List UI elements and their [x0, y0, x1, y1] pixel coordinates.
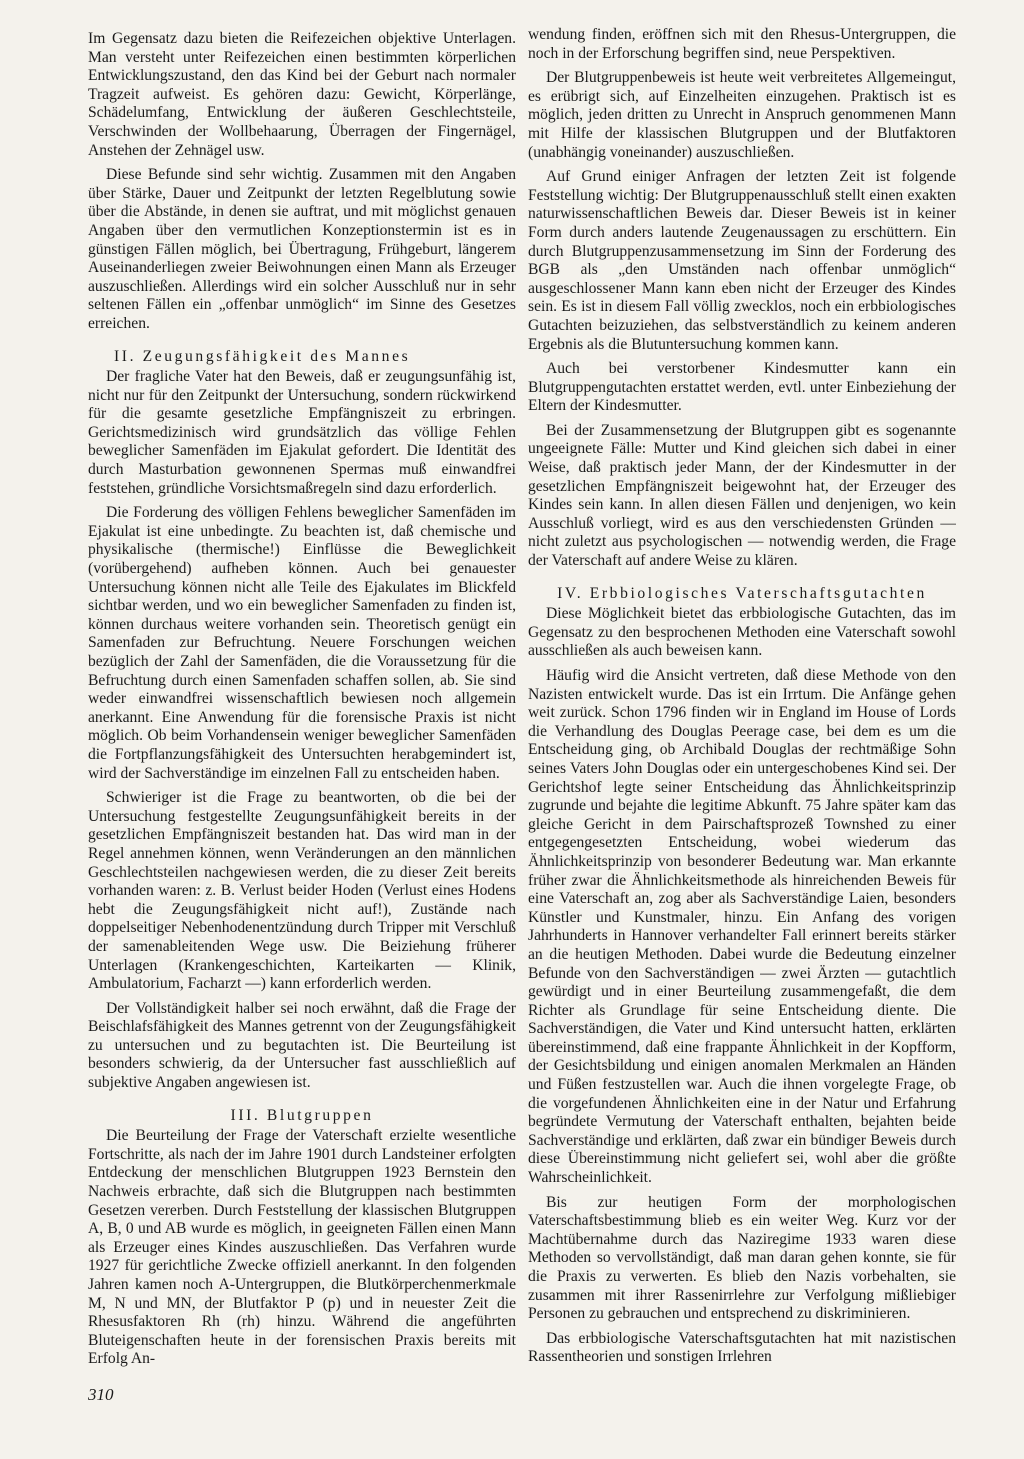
paragraph: Häufig wird die Ansicht vertreten, daß diese Methode von den Nazisten entwickelt wurde. Das ist ein Irrtum. Die Anfänge gehen weit zurück. Schon 1796 finden wir in England im House of Lords die Verhandlung des Douglas Peerage case, bei dem es um die Entscheidung ging, ob Archibald Douglas der rechtmäßige Sohn seines Vaters John Douglas oder ein untergeschobenes Kind sei. Der Gerichtshof legte seiner Entscheidung das Ähnlichkeitsprinzip zugrunde und bejahte die legitime Abkunft. 75 Jahre später kam das gleiche Gericht in dem Pairschaftsprozeß Townshed zu einer entgegengesetzten Entscheidung, wobei wiederum das Ähnlichkeitsprinzip von besonderer Bedeutung war. Man erkannte früher zwar die Ähnlichkeitsmethode als hinreichenden Beweis für eine Vaterschaft an, zog aber als Sachverständige Laien, besonders Künstler und Kunstmaler, hinzu. Ein Anfang des vorigen Jahrhunderts in Hannover verhandelter Fall erinnert bereits stärker an die heutigen Methoden. Dabei wurde die Bedeutung einzelner Befunde von den Sachverständigen — zwei Ärzten — gutachtlich gewürdigt und in einer Beurteilung zusammengefaßt, die dem Richter als Grundlage für seine Entscheidung diente. Die Sachverständigen, die Vater und Kind untersucht hatten, erklärten übereinstimmend, daß eine frappante Ähnlichkeit in der Kopfform, der Gesichtsbildung und einigen anomalen Merkmalen an Händen und Füßen festzustellen war. Auch die ihnen vorgelegte Frage, ob die vorgefundenen Ähnlichkeiten eine in der Natur und Erfahrung begründete Vermutung der Vaterschaft enthalten, bejahten beide Sachverständige und erklärten, daß zwar ein bündiger Beweis durch diese Übereinstimmung nicht geliefert sei, wohl aber die größte Wahrscheinlichkeit.	[528, 667, 956, 1187]
paragraph: Im Gegensatz dazu bieten die Reifezeichen objektive Unterlagen. Man versteht unter Reifezeichen einen bestimmten körperlichen Entwicklungszustand, den das Kind bei der Geburt nach normaler Tragzeit aufweist. Es gehören dazu: Gewicht, Körperlänge, Schädelumfang, Entwicklung der äußeren Geschlechtsteile, Verschwinden der Wollbehaarung, Überragen der Fingernägel, Anstehen der Zehnägel usw.	[88, 30, 516, 159]
paragraph: Diese Möglichkeit bietet das erbbiologische Gutachten, das im Gegensatz zu den besprochenen Methoden eine Vaterschaft sowohl ausschließen als auch beweisen kann.	[528, 605, 956, 660]
paragraph: Schwieriger ist die Frage zu beantworten, ob die bei der Untersuchung festgestellte Zeugungsunfähigkeit bereits in der gesetzlichen Empfängniszeit bestanden hat. Das wird man in der Regel annehmen können, wenn Veränderungen an den männlichen Geschlechtsteilen nachgewiesen werden, die zu dieser Zeit bereits vorhanden waren: z. B. Verlust beider Hoden (Verlust eines Hodens hebt die Zeugungsfähigkeit nicht auf!), Zustände nach doppelseitiger Nebenhodenentzündung durch Tripper mit Verschluß der samenableitenden Wege usw. Die Beiziehung früherer Unterlagen (Krankengeschichten, Karteikarten — Klinik, Ambulatorium, Facharzt —) kann erforderlich werden.	[88, 789, 516, 993]
paragraph: Der Blutgruppenbeweis ist heute weit verbreitetes Allgemeingut, es erübrigt sich, auf Einzelheiten einzugehen. Praktisch ist es möglich, jeden dritten zu Unrecht in Anspruch genommenen Mann mit Hilfe der klassischen Blutgruppen und der Blutfaktoren (unabhängig voneinander) auszuschließen.	[528, 69, 956, 161]
left-column	[88, 30, 516, 1370]
section-heading: III. Blutgruppen	[230, 1106, 374, 1124]
paragraph: Das erbbiologische Vaterschaftsgutachten hat mit nazistischen Rassentheorien und sonstigen Irrlehren	[528, 1329, 956, 1366]
paragraph: Auch bei verstorbener Kindesmutter kann ein Blutgruppengutachten erstattet werden, evtl. unter Einbeziehung der Eltern der Kindesmutter.	[528, 360, 956, 415]
paragraph: wendung finden, eröffnen sich mit den Rhesus-Untergruppen, die noch in der Erforschung begriffen sind, neue Perspektiven.	[528, 26, 956, 62]
paragraph: Diese Befunde sind sehr wichtig. Zusammen mit den Angaben über Stärke, Dauer und Zeitpunkt der letzten Regelblutung sowie über die Abstände, in denen sie auftrat, und mit möglichst genauen Angaben über den vermutlichen Konzeptionstermin ist es in günstigen Fällen möglich, bei Übertragung, Frühgeburt, längerem Auseinanderliegen zweier Beiwohnungen einen Mann als Erzeuger auszuschließen. Allerdings wird ein solcher Ausschluß nur in sehr seltenen Fällen ein „offenbar unmöglich“ im Sinne des Gesetzes erreichen.	[88, 166, 516, 332]
section-heading: II. Zeugungsfähigkeit des Mannes	[114, 347, 411, 365]
right-column	[528, 26, 956, 1366]
paragraph: Der Vollständigkeit halber sei noch erwähnt, daß die Frage der Beischlafsfähigkeit des Mannes getrennt von der Zeugungsfähigkeit zu untersuchen und zu begutachten ist. Die Beurteilung ist besonders schwierig, da der Untersucher fast ausschließlich auf subjektive Angaben angewiesen ist.	[88, 999, 516, 1092]
paragraph: Die Beurteilung der Frage der Vaterschaft erzielte wesentliche Fortschritte, als nach der im Jahre 1901 durch Landsteiner erfolgten Entdeckung der menschlichen Blutgruppen 1923 Bernstein den Nachweis erbrachte, daß sich die Blutgruppen nach bestimmten Gesetzen vererben. Durch Feststellung der klassischen Blutgruppen A, B, 0 und AB wurde es möglich, in geeigneten Fällen einen Mann als Erzeuger eines Kindes auszuschließen. Das Verfahren wurde 1927 für gerichtliche Zwecke offiziell anerkannt. In den folgenden Jahren kamen noch A-Untergruppen, die Blutkörperchenmerkmale M, N und MN, der Blutfaktor P (p) und in neuester Zeit die Rhesusfaktoren Rh (rh) hinzu. Während die angeführten Bluteigenschaften heute in der forensischen Praxis bereits mit Erfolg An-	[88, 1127, 516, 1368]
paragraph: Auf Grund einiger Anfragen der letzten Zeit ist folgende Feststellung wichtig: Der Blutgruppenausschluß stellt einen exakten naturwissenschaftlichen Beweis dar. Dieser Beweis ist in keiner Form durch anders lautende Zeugenaussagen zu erschüttern. Ein durch Blutgruppenzusammensetzung im Sinn der Forderung des BGB als „den Umständen nach offenbar unmöglich“ ausgeschlossener Mann kann eben nicht der Erzeuger des Kindes sein. Es ist in diesem Fall völlig zwecklos, noch ein erbbiologisches Gutachten beizuziehen, das selbstverständlich zu keinem anderen Ergebnis als die Blutuntersuchung kommen kann.	[528, 168, 956, 353]
paragraph: Die Forderung des völligen Fehlens beweglicher Samenfäden im Ejakulat ist eine unbedingte. Zu beachten ist, daß chemische und physikalische (thermische!) Einflüsse die Beweglichkeit (vorübergehend) aufheben können. Auch bei genauester Untersuchung können nicht alle Teile des Ejakulates im Blickfeld sichtbar werden, und wo ein beweglicher Samenfaden zu finden ist, können durchaus weitere vorhanden sein. Theoretisch genügt ein Samenfaden zur Befruchtung. Neuere Forschungen weichen bezüglich der Zahl der Samenfäden, die die Voraussetzung für die Befruchtung durch einen Samenfaden schaffen sollen, ab. Sie sind weder einwandfrei wissenschaftlich bewiesen noch allgemein anerkannt. Eine Anwendung für die forensische Praxis ist nicht möglich. Ob beim Vorhandensein weniger beweglicher Samenfäden die Fortpflanzungsfähigkeit des Untersuchten herabgemindert ist, wird der Sachverständige im einzelnen Fall zu entscheiden haben.	[88, 504, 516, 782]
page-number: 310	[88, 1385, 114, 1404]
paragraph: Der fragliche Vater hat den Beweis, daß er zeugungsunfähig ist, nicht nur für den Zeitpunkt der Untersuchung, sondern rückwirkend für die gesamte gesetzliche Empfängniszeit zu erbringen. Gerichtsmedizinisch wird grundsätzlich das völlige Fehlen beweglicher Samenfäden im Ejakulat gefordert. Die Identität des durch Masturbation gewonnenen Spermas muß einwandfrei feststehen, gründliche Vorsichtsmaßregeln sind dazu erforderlich.	[88, 368, 516, 497]
section-heading: IV. Erbbiologisches Vaterschaftsgutachten	[557, 584, 927, 602]
paragraph: Bis zur heutigen Form der morphologischen Vaterschaftsbestimmung blieb es ein weiter Weg. Kurz vor der Machtübernahme durch das Naziregime 1933 waren diese Methoden so vervollständigt, daß man daran gehen konnte, sie für die Praxis zu verwerten. Es blieb den Nazis vorbehalten, sie zusammen mit ihrer Rassenirrlehre zur Verfolgung mißliebiger Personen zu gebrauchen und entsprechend zu diskriminieren.	[528, 1193, 956, 1323]
paragraph: Bei der Zusammensetzung der Blutgruppen gibt es sogenannte ungeeignete Fälle: Mutter und Kind gleichen sich dabei in einer Weise, daß praktisch jeder Mann, der der Kindesmutter in der gesetzlichen Empfängniszeit beigewohnt hat, der Erzeuger des Kindes sein kann. In allen diesen Fällen und denjenigen, wo kein Ausschluß vorliegt, wird es aus den verschiedensten Gründen — nicht zuletzt aus psychologischen — notwendig werden, die Frage der Vaterschaft auf andere Weise zu klären.	[528, 421, 956, 570]
